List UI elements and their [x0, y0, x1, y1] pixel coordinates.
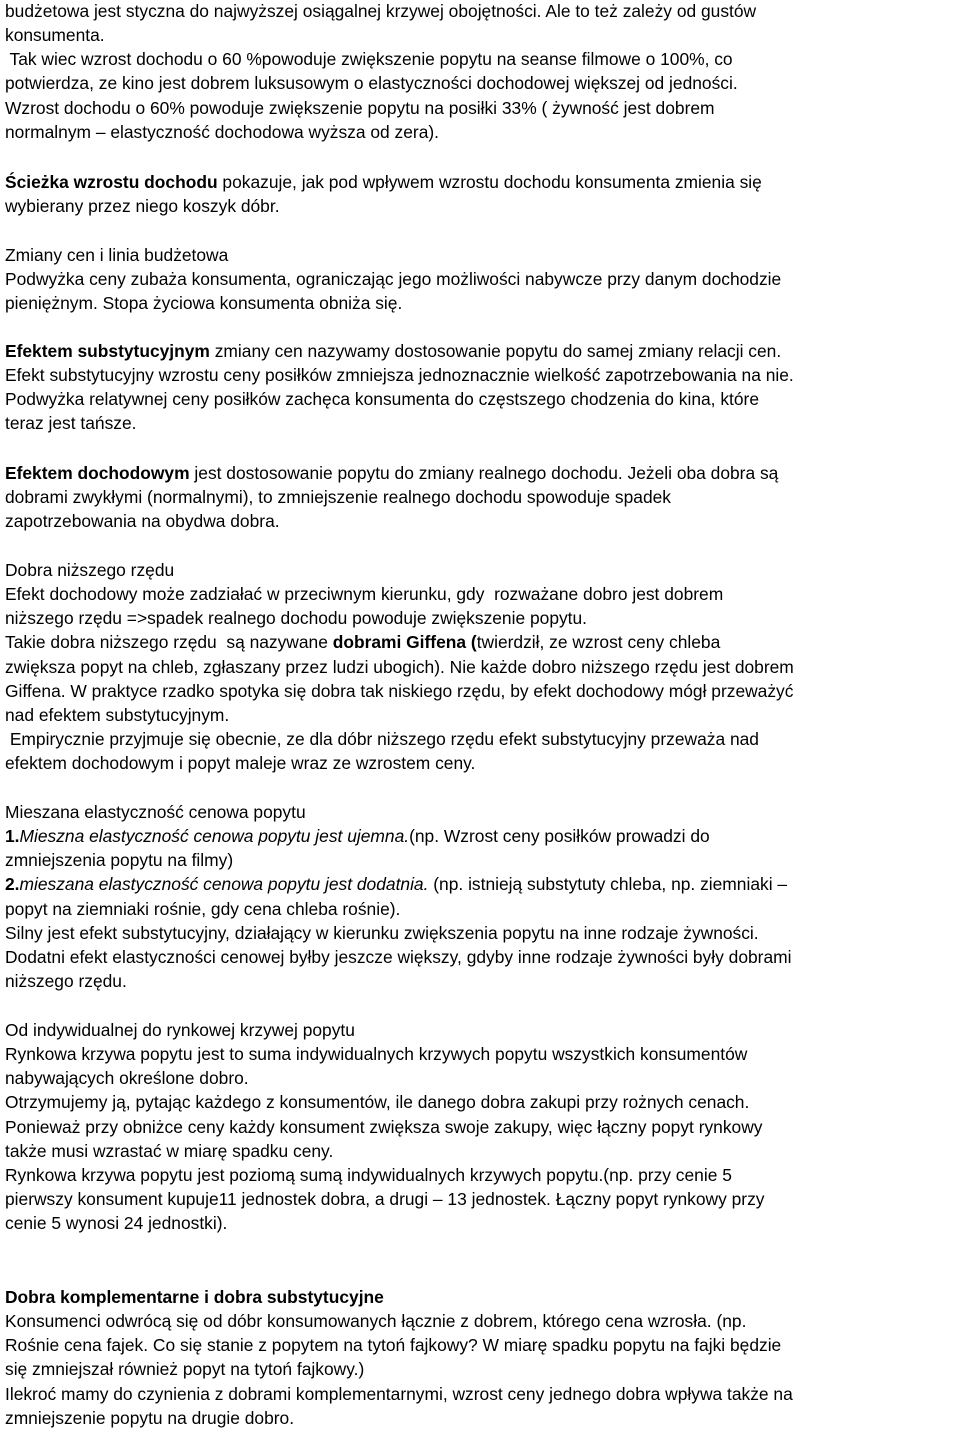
- text-segment: niższego rzędu =>spadek realnego dochodu powoduje zwiększenie popytu.: [5, 608, 588, 629]
- text-segment: zwiększa popyt na chleb, zgłaszany przez ludzi ubogich). Nie każde dobro niższego rzędu jest dobrem: [5, 656, 794, 677]
- text-segment: twierdził, ze wzrost ceny chleba: [476, 632, 721, 653]
- text-segment: Takie dobra niższego rzędu są nazywane: [5, 632, 333, 653]
- text-segment: niższego rzędu.: [5, 971, 127, 992]
- text-segment: Tak wiec wzrost dochodu o 60 %powoduje zwiększenie popytu na seanse filmowe o 100%, co: [5, 49, 733, 70]
- text-line: [5, 848, 959, 872]
- text-line: [5, 411, 959, 435]
- bold-text: Ścieżka wzrostu dochodu: [5, 172, 218, 192]
- text-segment: także musi wzrastać w miarę spadku ceny.: [5, 1140, 334, 1161]
- text-segment: Empirycznie przyjmuje się obecnie, ze dla dóbr niższego rzędu efekt substytucyjny przeważa nad: [5, 729, 759, 750]
- text-segment: Efekt dochodowy może zadziałać w przeciwnym kierunku, gdy rozważane dobro jest dobrem: [5, 584, 724, 605]
- text-segment: popyt na ziemniaki rośnie, gdy cena chleba rośnie).: [5, 898, 401, 919]
- italic-text: Mieszna elastyczność cenowa popytu jest ujemna.: [19, 826, 410, 847]
- para-price-changes: [5, 243, 959, 315]
- text-line: [5, 194, 959, 218]
- text-segment: nad efektem substytucyjnym.: [5, 704, 230, 725]
- text-segment: zmniejszenie popytu na drugie dobro.: [5, 1407, 295, 1428]
- text-line: [5, 582, 959, 606]
- text-segment: potwierdza, ze kino jest dobrem luksusowym o elastyczności dochodowej większej od jedności.: [5, 73, 738, 94]
- text-segment: jest dostosowanie popytu do zmiany realnego dochodu. Jeżeli oba dobra są: [189, 463, 779, 483]
- bold-text: Dobra komplementarne i dobra substytucyjne: [5, 1287, 384, 1307]
- text-segment: Od indywidualnej do rynkowej krzywej popytu: [5, 1020, 355, 1040]
- text-segment: Ilekroć mamy do czynienia z dobrami komplementarnymi, wzrost ceny jednego dobra wpływa także na: [5, 1383, 793, 1404]
- text-segment: pierwszy konsument kupuje11 jednostek dobra, a drugi – 13 jednostek. Łączny popyt rynkowy przy: [5, 1189, 765, 1210]
- para-income-path: [5, 170, 959, 218]
- text-segment: się zmniejszał również popyt na tytoń fajkowy.): [5, 1359, 365, 1380]
- text-segment: cenie 5 wynosi 24 jednostki).: [5, 1213, 228, 1234]
- text-line: [5, 170, 959, 194]
- text-segment: (np. Wzrost ceny posiłków prowadzi do: [409, 826, 710, 847]
- text-line: [5, 1018, 959, 1042]
- text-segment: dobrami zwykłymi (normalnymi), to zmniejszenie realnego dochodu spowoduje spadek: [5, 487, 671, 508]
- bold-text: Efektem dochodowym: [5, 463, 190, 483]
- text-line: [5, 727, 959, 751]
- text-segment: Zmiany cen i linia budżetowa: [5, 245, 229, 265]
- text-line: [5, 1406, 959, 1430]
- text-line: [5, 0, 959, 23]
- para-income-effect-cont: [5, 0, 959, 144]
- text-line: [5, 267, 959, 291]
- text-segment: Otrzymujemy ją, pytając każdego z konsumentów, ile danego dobra zakupi przy rożnych cenach.: [5, 1092, 750, 1113]
- para-complements: [5, 1285, 959, 1430]
- text-segment: nabywających określone dobro.: [5, 1068, 249, 1089]
- text-line: [5, 751, 959, 775]
- text-line: [5, 485, 959, 509]
- text-line: [5, 824, 959, 848]
- text-line: [5, 1285, 959, 1309]
- bold-text: 2.: [5, 874, 20, 895]
- text-line: [5, 339, 959, 363]
- text-segment: Dodatni efekt elastyczności cenowej byłby jeszcze większy, gdyby inne rodzaje żywności były dobrami: [5, 946, 792, 967]
- text-segment: zapotrzebowania na obydwa dobra.: [5, 511, 280, 532]
- text-line: [5, 655, 959, 679]
- text-segment: budżetowa jest styczna do najwyższej osiągalnej krzywej obojętności. Ale to też zależy od gustów: [5, 1, 757, 21]
- text-line: [5, 897, 959, 921]
- text-line: [5, 1042, 959, 1066]
- text-segment: Konsumenci odwrócą się od dóbr konsumowanych łącznie z dobrem, którego cena wzrosła. (np.: [5, 1311, 747, 1332]
- text-line: [5, 1187, 959, 1211]
- bold-text: 1.: [5, 826, 20, 847]
- text-segment: wybierany przez niego koszyk dóbr.: [5, 196, 280, 217]
- text-line: [5, 96, 959, 120]
- text-line: [5, 1382, 959, 1406]
- text-segment: Ponieważ przy obniżce ceny każdy konsument zwiększa swoje zakupy, więc łączny popyt rynkowy: [5, 1116, 763, 1137]
- text-segment: Mieszana elastyczność cenowa popytu: [5, 802, 306, 822]
- text-segment: pokazuje, jak pod wpływem wzrostu dochodu konsumenta zmienia się: [217, 172, 762, 192]
- text-line: [5, 1163, 959, 1187]
- text-line: [5, 509, 959, 533]
- text-segment: efektem dochodowym i popyt maleje wraz ze wzrostem ceny.: [5, 753, 476, 774]
- para-income-effect: [5, 461, 959, 533]
- text-line: [5, 558, 959, 582]
- text-segment: Podwyżka relatywnej ceny posiłków zachęca konsumenta do częstszego chodzenia do kina, które: [5, 389, 760, 410]
- text-segment: Rynkowa krzywa popytu jest poziomą sumą indywidualnych krzywych popytu.(np. przy cenie 5: [5, 1164, 732, 1185]
- text-segment: pieniężnym. Stopa życiowa konsumenta obniża się.: [5, 293, 403, 314]
- text-line: [5, 23, 959, 47]
- text-line: [5, 1357, 959, 1381]
- text-line: [5, 1139, 959, 1163]
- text-line: [5, 387, 959, 411]
- text-line: [5, 71, 959, 95]
- para-substitution-effect: [5, 339, 959, 436]
- text-line: [5, 1115, 959, 1139]
- text-segment: Giffena. W praktyce rzadko spotyka się dobra tak niskiego rzędu, by efekt dochodowy mógł przeważyć: [5, 680, 794, 701]
- para-inferior-goods: [5, 558, 959, 775]
- text-segment: Dobra niższego rzędu: [5, 560, 175, 580]
- text-segment: Rynkowa krzywa popytu jest to suma indywidualnych krzywych popytu wszystkich konsumentów: [5, 1044, 748, 1065]
- text-line: [5, 679, 959, 703]
- text-line: [5, 630, 959, 654]
- text-line: [5, 703, 959, 727]
- text-line: [5, 291, 959, 315]
- text-line: [5, 363, 959, 387]
- text-line: [5, 461, 959, 485]
- para-cross-elasticity: [5, 800, 959, 993]
- text-line: [5, 120, 959, 144]
- text-line: [5, 872, 959, 896]
- text-line: [5, 1066, 959, 1090]
- text-segment: Silny jest efekt substytucyjny, działający w kierunku zwiększenia popytu na inne rodzaje żywności.: [5, 922, 759, 943]
- para-market-demand: [5, 1018, 959, 1235]
- text-segment: normalnym – elastyczność dochodowa wyższa od zera).: [5, 121, 439, 142]
- text-line: [5, 47, 959, 71]
- text-segment: teraz jest tańsze.: [5, 413, 137, 434]
- text-line: [5, 800, 959, 824]
- text-line: [5, 1309, 959, 1333]
- text-line: [5, 606, 959, 630]
- text-segment: Wzrost dochodu o 60% powoduje zwiększenie popytu na posiłki 33% ( żywność jest dobrem: [5, 97, 715, 118]
- text-line: [5, 243, 959, 267]
- text-line: [5, 1333, 959, 1357]
- text-line: [5, 969, 959, 993]
- text-line: [5, 1090, 959, 1114]
- text-segment: Rośnie cena fajek. Co się stanie z popytem na tytoń fajkowy? W miarę spadku popytu na fajki będzie: [5, 1335, 782, 1356]
- italic-text: mieszana elastyczność cenowa popytu jest dodatnia.: [19, 874, 429, 895]
- text-line: [5, 921, 959, 945]
- bold-text: Efektem substytucyjnym: [5, 341, 210, 361]
- text-line: [5, 945, 959, 969]
- text-segment: (np. istnieją substytuty chleba, np. ziemniaki –: [428, 874, 788, 895]
- text-segment: zmiany cen nazywamy dostosowanie popytu do samej zmiany relacji cen.: [209, 341, 782, 361]
- text-line: [5, 1211, 959, 1235]
- text-segment: Podwyżka ceny zubaża konsumenta, ograniczając jego możliwości nabywcze przy danym dochodzie: [5, 269, 782, 290]
- text-segment: konsumenta.: [5, 25, 105, 46]
- text-segment: zmniejszenia popytu na filmy): [5, 850, 234, 871]
- text-segment: Efekt substytucyjny wzrostu ceny posiłków zmniejsza jednoznacznie wielkość zapotrzebowania na nie.: [5, 365, 794, 386]
- bold-text: dobrami Giffena (: [332, 632, 477, 653]
